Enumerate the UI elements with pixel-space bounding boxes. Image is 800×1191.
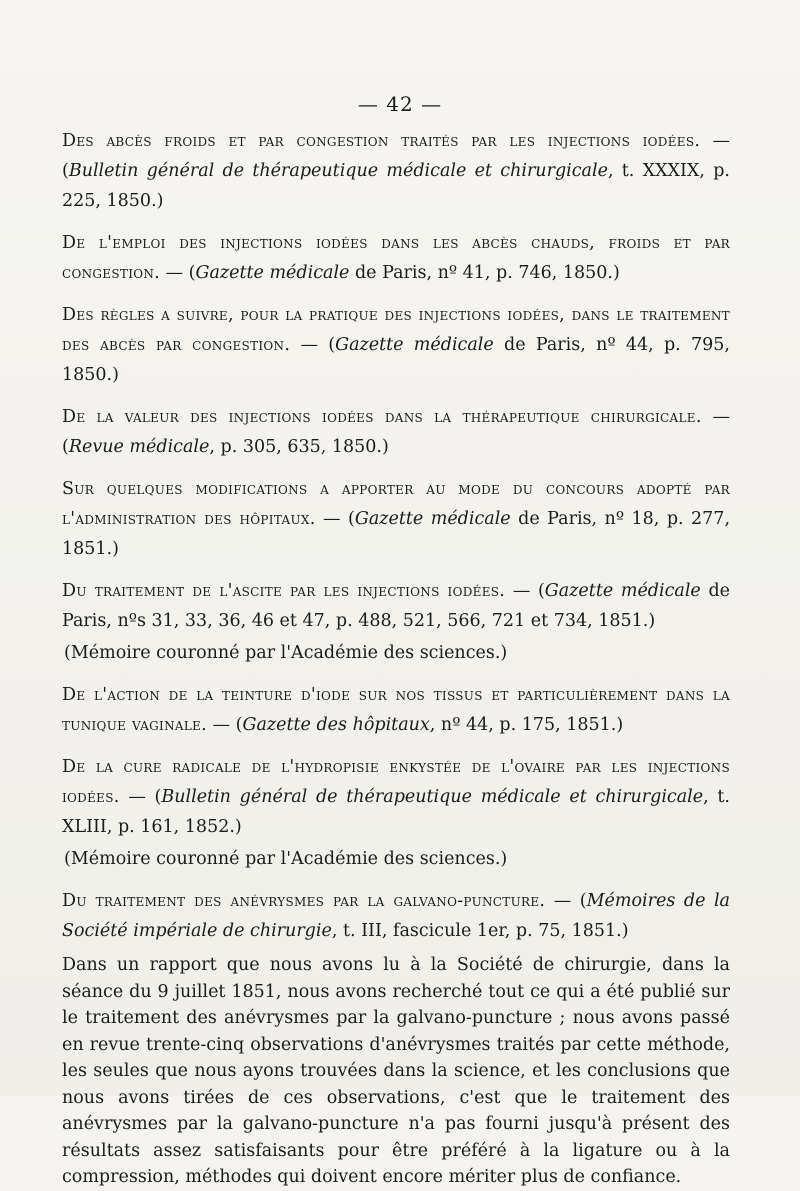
entry-dash: — ( — [315, 509, 355, 529]
entry-title: Des règles a suivre, pour la pratique des injections iodées, dans le traitement des abcès par congestion. — [62, 305, 730, 355]
award-note: (Mémoire couronné par l'Académie des sciences.) — [64, 643, 508, 663]
bibliography-entry — [62, 680, 730, 740]
entry-dash: — ( — [505, 581, 545, 601]
entry-journal: Mémoires de la Société impériale de chirurgie — [62, 891, 730, 941]
entry-title: De l'emploi des injections iodées dans les abcès chauds, froids et par congestion. — [62, 233, 730, 283]
entry-journal: Bulletin général de thérapeutique médicale et chirurgicale — [161, 787, 704, 807]
entry-dash: — ( — [119, 787, 162, 807]
entry-journal: Revue médicale — [68, 437, 210, 457]
entry-reference: , t. XLIII, p. 161, 1852.) — [62, 787, 730, 837]
entry-dash: — ( — [290, 335, 336, 355]
summary-paragraph: Dans un rapport que nous avons lu à la Société de chirurgie, dans la séance du 9 juillet 1851, nous avons recherché tout ce qui a été publié sur le traitement des anévrysmes par la galvano-puncture ; nous avons passé en revue trente-cinq observations d'anévrysmes traités par cette méthode, les seules que nous ayons trouvées dans la science, et les conclusions que nous avons tirées de ces observations, c'est que le traitement des anévrysmes par la galvano-puncture n'a pas fourni jusqu'à présent des résultats assez satisfaisants pour être préféré à la ligature ou à la compression, méthodes qui doivent encore mériter plus de confiance. — [62, 955, 730, 1187]
entry-reference: , t. III, fascicule 1er, p. 75, 1851.) — [331, 921, 629, 941]
entry-journal: Gazette médicale — [195, 263, 350, 283]
entry-title: De la valeur des injections iodées dans la thérapeutique chirurgicale. — [62, 407, 702, 427]
entry-title: Des abcès froids et par congestion traités par les injections iodées. — [62, 131, 701, 151]
entry-journal: Gazette médicale — [354, 509, 511, 529]
entry-title: De l'action de la teinture d'iode sur nos tissus et particulièrement dans la tunique vaginale. — [62, 685, 730, 735]
entry-reference: de Paris, nº 18, p. 277, 1851.) — [62, 509, 731, 559]
entry-reference: , p. 305, 635, 1850.) — [209, 437, 389, 457]
entry-title: Du traitement des anévrysmes par la galvano-puncture. — [62, 891, 546, 911]
entry-dash: — ( — [62, 407, 730, 457]
entry-journal: Gazette médicale — [544, 581, 701, 601]
entry-journal: Bulletin général de thérapeutique médicale et chirurgicale — [68, 161, 608, 181]
bibliography-entry — [62, 126, 730, 216]
entry-dash: — ( — [62, 131, 730, 181]
entry-dash: — ( — [207, 715, 243, 735]
entry-title: De la cure radicale de l'hydropisie enkystée de l'ovaire par les injections iodées. — [62, 757, 730, 807]
entry-reference: , nº 44, p. 175, 1851.) — [429, 715, 624, 735]
entry-reference: de Paris, nº 44, p. 795, 1850.) — [62, 335, 730, 385]
bibliography-entry — [62, 886, 730, 946]
entry-reference: de Paris, nºs 31, 33, 36, 46 et 47, p. 488, 521, 566, 721 et 734, 1851.) — [62, 581, 730, 631]
bibliography-entry — [62, 228, 730, 288]
bibliography-entry — [62, 752, 730, 842]
entry-journal: Gazette médicale — [335, 335, 494, 355]
page-number: — 42 — — [357, 92, 443, 116]
entry-reference: , t. XXXIX, p. 225, 1850.) — [62, 161, 730, 211]
entry-dash: — ( — [160, 263, 196, 283]
bibliography-entry — [62, 402, 730, 462]
entry-title: Du traitement de l'ascite par les injections iodées. — [62, 581, 506, 601]
entry-journal: Gazette des hôpitaux — [242, 715, 430, 735]
bibliography-entry — [62, 300, 730, 390]
bibliography-entry — [62, 576, 730, 636]
bibliography-list — [62, 126, 730, 1191]
award-note: (Mémoire couronné par l'Académie des sciences.) — [64, 849, 508, 869]
entry-dash: — ( — [545, 891, 587, 911]
bibliography-entry — [62, 474, 730, 564]
entry-title: Sur quelques modifications a apporter au mode du concours adopté par l'administration des hôpitaux. — [62, 479, 730, 529]
entry-reference: de Paris, nº 41, p. 746, 1850.) — [349, 263, 620, 283]
